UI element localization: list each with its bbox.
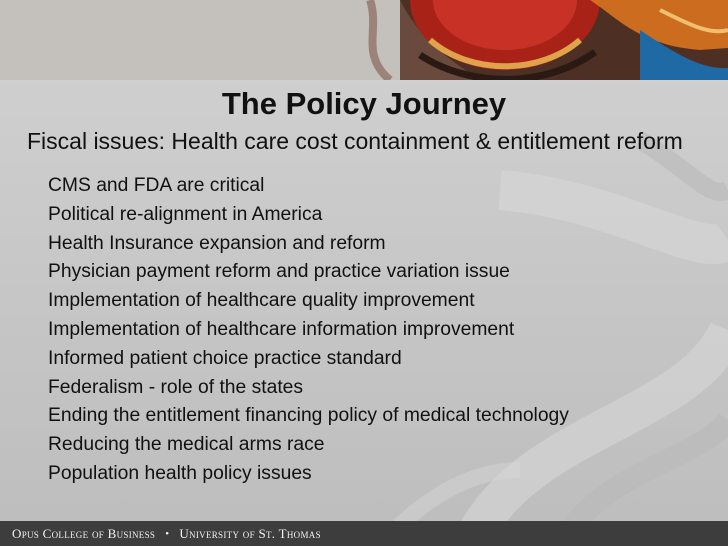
footer-college-name: Opus College of Business xyxy=(12,525,156,541)
bullet-item: Reducing the medical arms race xyxy=(48,434,325,456)
header-art-banner xyxy=(0,0,728,80)
slide-title: The Policy Journey xyxy=(221,86,507,121)
bullet-item: CMS and FDA are critical xyxy=(48,175,265,196)
bullet-item: Political re-alignment in America xyxy=(48,203,323,225)
bullet-item: Health Insurance expansion and reform xyxy=(48,232,386,254)
slide-subtitle: Fiscal issues: Health care cost containment & entitlement reform xyxy=(27,128,683,154)
bullet-item: Ending the entitlement financing policy of medical technology xyxy=(48,405,569,427)
footer-separator: • xyxy=(165,527,170,540)
footer-bar xyxy=(0,521,728,546)
bullet-item: Physician payment reform and practice variation issue xyxy=(48,261,510,283)
bullet-item: Implementation of healthcare quality improvement xyxy=(48,290,475,312)
bullet-item: Informed patient choice practice standard xyxy=(48,347,402,369)
footer-university-name: University of St. Thomas xyxy=(179,525,321,541)
bullet-list xyxy=(48,172,569,489)
bullet-item: Federalism - role of the states xyxy=(48,376,304,398)
bullet-item: Population health policy issues xyxy=(48,462,312,484)
bullet-item: Implementation of healthcare information improvement xyxy=(48,318,515,340)
